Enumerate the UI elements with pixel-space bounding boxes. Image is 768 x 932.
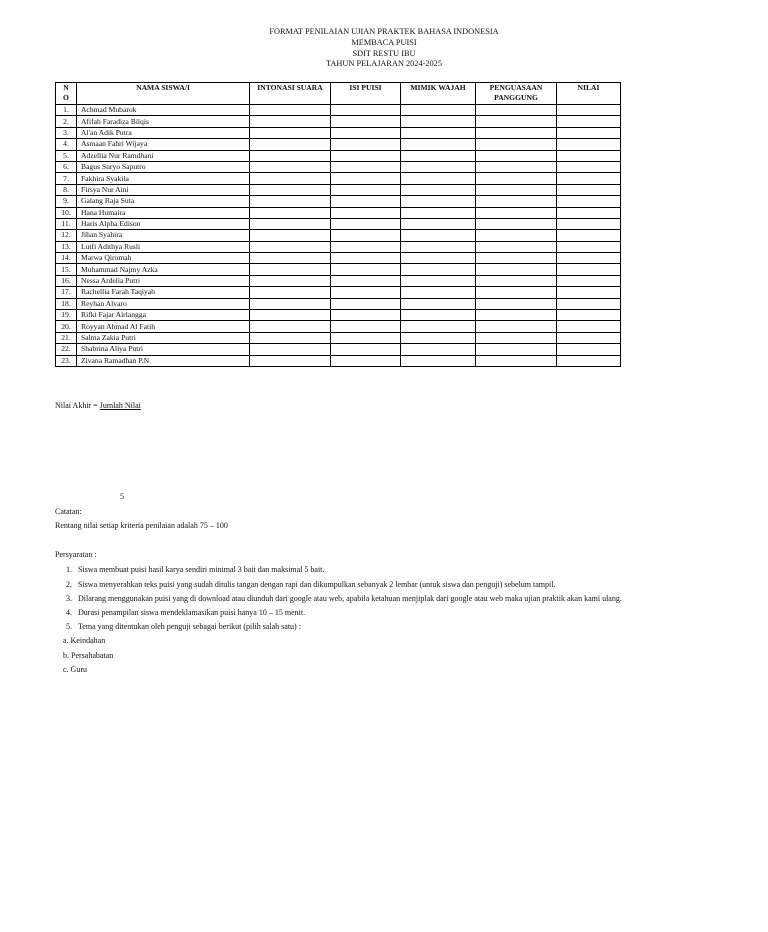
student-name: Haris Alpha Edison <box>77 218 250 229</box>
theme-option: c. Guru <box>63 665 87 674</box>
nilai-cell[interactable] <box>557 355 621 366</box>
mimik-cell[interactable] <box>401 127 476 138</box>
mimik-cell[interactable] <box>401 287 476 298</box>
mimik-cell[interactable] <box>401 161 476 172</box>
row-number: 11. <box>56 218 77 229</box>
row-number: 8. <box>56 184 77 195</box>
intonasi-cell[interactable] <box>250 332 331 343</box>
table-row <box>56 105 621 116</box>
row-number: 17. <box>56 287 77 298</box>
penguasaan-cell[interactable] <box>476 253 557 264</box>
table-row <box>56 207 621 218</box>
intonasi-cell[interactable] <box>250 264 331 275</box>
student-name: Reyhan Alvaro <box>77 298 250 309</box>
header-nama: NAMA SISWA/I <box>77 83 250 105</box>
isi-puisi-cell[interactable] <box>331 196 401 207</box>
table-row <box>56 196 621 207</box>
row-number: 19. <box>56 310 77 321</box>
requirement-item <box>57 622 301 632</box>
table-header-row <box>56 83 621 105</box>
student-name: Muhammad Najmy Azka <box>77 264 250 275</box>
intonasi-cell[interactable] <box>250 196 331 207</box>
penguasaan-cell[interactable] <box>476 139 557 150</box>
table-row <box>56 116 621 127</box>
student-name: Adzellia Nur Ramdhani <box>77 150 250 161</box>
requirement-item <box>57 565 324 575</box>
table-row <box>56 230 621 241</box>
row-number: 15. <box>56 264 77 275</box>
isi-puisi-cell[interactable] <box>331 230 401 241</box>
row-number: 23. <box>56 355 77 366</box>
requirement-number: 4. <box>66 608 72 617</box>
intonasi-cell[interactable] <box>250 310 331 321</box>
penguasaan-cell[interactable] <box>476 321 557 332</box>
student-name: Lutfi Adithya Rusli <box>77 241 250 252</box>
intonasi-cell[interactable] <box>250 218 331 229</box>
student-name: Achmad Mubarok <box>77 105 250 116</box>
table-row <box>56 139 621 150</box>
table-row <box>56 253 621 264</box>
table-row <box>56 161 621 172</box>
mimik-cell[interactable] <box>401 321 476 332</box>
isi-puisi-cell[interactable] <box>331 298 401 309</box>
penguasaan-cell[interactable] <box>476 287 557 298</box>
isi-puisi-cell[interactable] <box>331 344 401 355</box>
intonasi-cell[interactable] <box>250 287 331 298</box>
mimik-cell[interactable] <box>401 116 476 127</box>
theme-option: a. Keindahan <box>63 636 106 645</box>
nilai-cell[interactable] <box>557 264 621 275</box>
intonasi-cell[interactable] <box>250 321 331 332</box>
mimik-cell[interactable] <box>401 218 476 229</box>
isi-puisi-cell[interactable] <box>331 127 401 138</box>
nilai-cell[interactable] <box>557 298 621 309</box>
nilai-cell[interactable] <box>557 332 621 343</box>
requirement-number: 1. <box>66 565 72 574</box>
isi-puisi-cell[interactable] <box>331 321 401 332</box>
student-name: Fakhira Syakila <box>77 173 250 184</box>
row-number: 13. <box>56 241 77 252</box>
student-name: Jihan Syahira <box>77 230 250 241</box>
student-name: Bagus Suryo Saputro <box>77 161 250 172</box>
table-row <box>56 298 621 309</box>
mimik-cell[interactable] <box>401 105 476 116</box>
student-name: Zivana Ramadhan P.N. <box>77 355 250 366</box>
student-name: Rachellia Farah Taqiyah <box>77 287 250 298</box>
isi-puisi-cell[interactable] <box>331 150 401 161</box>
nilai-cell[interactable] <box>557 150 621 161</box>
mimik-cell[interactable] <box>401 253 476 264</box>
header-no: N O <box>56 83 77 105</box>
requirement-text: Dilarang menggunakan puisi yang di download atau diunduh dari google atau web, apabila ketahuan menjiplak dari google atau web maka ujian praktik akan kami ulang. <box>78 594 622 603</box>
row-number: 9. <box>56 196 77 207</box>
row-number: 21. <box>56 332 77 343</box>
row-number: 18. <box>56 298 77 309</box>
penguasaan-cell[interactable] <box>476 207 557 218</box>
penguasaan-cell[interactable] <box>476 218 557 229</box>
requirement-number: 5. <box>66 622 72 631</box>
student-name: Hana Humaira <box>77 207 250 218</box>
intonasi-cell[interactable] <box>250 230 331 241</box>
isi-puisi-cell[interactable] <box>331 241 401 252</box>
intonasi-cell[interactable] <box>250 241 331 252</box>
student-name: Rifki Fajar Airlangga <box>77 310 250 321</box>
table-row <box>56 218 621 229</box>
intonasi-cell[interactable] <box>250 161 331 172</box>
intonasi-cell[interactable] <box>250 253 331 264</box>
row-number: 1. <box>56 105 77 116</box>
intonasi-cell[interactable] <box>250 127 331 138</box>
row-number: 7. <box>56 173 77 184</box>
nilai-cell[interactable] <box>557 196 621 207</box>
penguasaan-cell[interactable] <box>476 310 557 321</box>
penguasaan-cell[interactable] <box>476 298 557 309</box>
student-name: Afifah Faradiza Bilqis <box>77 116 250 127</box>
intonasi-cell[interactable] <box>250 355 331 366</box>
student-name: Asmaan Fahri Wijaya <box>77 139 250 150</box>
header-mimik: MIMIK WAJAH <box>401 83 476 105</box>
mimik-cell[interactable] <box>401 344 476 355</box>
header-penguasaan: PENGUASAAN PANGGUNG <box>476 83 557 105</box>
mimik-cell[interactable] <box>401 184 476 195</box>
student-name: Shabrina Aliya Putri <box>77 344 250 355</box>
penguasaan-cell[interactable] <box>476 344 557 355</box>
penguasaan-cell[interactable] <box>476 332 557 343</box>
nilai-cell[interactable] <box>557 161 621 172</box>
mimik-cell[interactable] <box>401 150 476 161</box>
student-name: Nessa Ardelia Putri <box>77 275 250 286</box>
isi-puisi-cell[interactable] <box>331 105 401 116</box>
isi-puisi-cell[interactable] <box>331 139 401 150</box>
formula-numerator: Jumlah Nilai <box>99 401 141 410</box>
row-number: 2. <box>56 116 77 127</box>
mimik-cell[interactable] <box>401 332 476 343</box>
row-number: 16. <box>56 275 77 286</box>
formula-denominator: 5 <box>120 492 124 501</box>
intonasi-cell[interactable] <box>250 275 331 286</box>
nilai-cell[interactable] <box>557 321 621 332</box>
penguasaan-cell[interactable] <box>476 184 557 195</box>
penguasaan-cell[interactable] <box>476 161 557 172</box>
requirement-text: Tema yang ditentukan oleh penguji sebagai berikut (pilih salah satu) : <box>78 622 301 631</box>
nilai-cell[interactable] <box>557 116 621 127</box>
table-row <box>56 173 621 184</box>
row-number: 3. <box>56 127 77 138</box>
table-row <box>56 287 621 298</box>
header-nilai: NILAI <box>557 83 621 105</box>
penguasaan-cell[interactable] <box>476 150 557 161</box>
final-score-formula <box>55 401 141 411</box>
requirement-number: 3. <box>66 594 72 603</box>
intonasi-cell[interactable] <box>250 116 331 127</box>
table-row <box>56 332 621 343</box>
table-row <box>56 321 621 332</box>
nilai-cell[interactable] <box>557 184 621 195</box>
student-name: Firsya Nur Aini <box>77 184 250 195</box>
student-name: Marwa Qiromah <box>77 253 250 264</box>
row-number: 12. <box>56 230 77 241</box>
nilai-cell[interactable] <box>557 139 621 150</box>
isi-puisi-cell[interactable] <box>331 184 401 195</box>
isi-puisi-cell[interactable] <box>331 310 401 321</box>
row-number: 20. <box>56 321 77 332</box>
intonasi-cell[interactable] <box>250 207 331 218</box>
row-number: 22. <box>56 344 77 355</box>
school-name: SDIT RESTU IBU <box>352 49 416 58</box>
isi-puisi-cell[interactable] <box>331 264 401 275</box>
header-intonasi: INTONASI SUARA <box>250 83 331 105</box>
isi-puisi-cell[interactable] <box>331 355 401 366</box>
catatan-label: Catatan: <box>55 507 82 516</box>
mimik-cell[interactable] <box>401 298 476 309</box>
requirement-item <box>57 608 305 618</box>
penguasaan-cell[interactable] <box>476 355 557 366</box>
table-row <box>56 127 621 138</box>
mimik-cell[interactable] <box>401 173 476 184</box>
isi-puisi-cell[interactable] <box>331 207 401 218</box>
penguasaan-cell[interactable] <box>476 116 557 127</box>
header-isi-puisi: ISI PUISI <box>331 83 401 105</box>
mimik-cell[interactable] <box>401 264 476 275</box>
penguasaan-cell[interactable] <box>476 275 557 286</box>
intonasi-cell[interactable] <box>250 173 331 184</box>
nilai-cell[interactable] <box>557 105 621 116</box>
row-number: 5. <box>56 150 77 161</box>
isi-puisi-cell[interactable] <box>331 161 401 172</box>
row-number: 4. <box>56 139 77 150</box>
nilai-cell[interactable] <box>557 173 621 184</box>
mimik-cell[interactable] <box>401 230 476 241</box>
formula-label: Nilai Akhir = <box>55 401 100 410</box>
requirements-label: Persyaratan : <box>55 550 97 559</box>
student-name: Royyan Ahmad Al Fatih <box>77 321 250 332</box>
theme-option: b. Persahabatan <box>63 651 114 660</box>
requirement-text: Durasi penampilan siswa mendeklamasikan puisi hanya 10 – 15 menit. <box>78 608 306 617</box>
document-title: FORMAT PENILAIAN UJIAN PRAKTEK BAHASA INDONESIA <box>269 27 499 36</box>
mimik-cell[interactable] <box>401 310 476 321</box>
penguasaan-cell[interactable] <box>476 173 557 184</box>
row-number: 6. <box>56 161 77 172</box>
nilai-cell[interactable] <box>557 230 621 241</box>
isi-puisi-cell[interactable] <box>331 218 401 229</box>
nilai-cell[interactable] <box>557 241 621 252</box>
intonasi-cell[interactable] <box>250 298 331 309</box>
student-name: Galang Raja Suta <box>77 196 250 207</box>
isi-puisi-cell[interactable] <box>331 275 401 286</box>
penguasaan-cell[interactable] <box>476 127 557 138</box>
nilai-cell[interactable] <box>557 287 621 298</box>
intonasi-cell[interactable] <box>250 184 331 195</box>
mimik-cell[interactable] <box>401 241 476 252</box>
requirement-number: 2. <box>66 580 72 589</box>
mimik-cell[interactable] <box>401 139 476 150</box>
mimik-cell[interactable] <box>401 355 476 366</box>
assessment-table <box>55 82 621 367</box>
nilai-cell[interactable] <box>557 207 621 218</box>
table-row <box>56 275 621 286</box>
student-name: Al'an Adik Putra <box>77 127 250 138</box>
table-row <box>56 150 621 161</box>
table-row <box>56 241 621 252</box>
nilai-cell[interactable] <box>557 218 621 229</box>
penguasaan-cell[interactable] <box>476 196 557 207</box>
student-name: Salma Zakia Putri <box>77 332 250 343</box>
nilai-cell[interactable] <box>557 127 621 138</box>
penguasaan-cell[interactable] <box>476 264 557 275</box>
requirement-text: Siswa menyerahkan teks puisi yang sudah ditulis tangan dengan rapi dan dikumpulkan sebanyak 2 lembar (untuk siswa dan penguji) sebelum tampil. <box>78 580 556 589</box>
table-row <box>56 344 621 355</box>
mimik-cell[interactable] <box>401 275 476 286</box>
table-row <box>56 310 621 321</box>
score-range-note: Rentang nilai setiap kriteria penilaian adalah 75 – 100 <box>55 521 228 530</box>
isi-puisi-cell[interactable] <box>331 287 401 298</box>
nilai-cell[interactable] <box>557 344 621 355</box>
penguasaan-cell[interactable] <box>476 241 557 252</box>
isi-puisi-cell[interactable] <box>331 116 401 127</box>
academic-year: TAHUN PELAJARAN 2024-2025 <box>326 59 442 68</box>
row-number: 10. <box>56 207 77 218</box>
nilai-cell[interactable] <box>557 310 621 321</box>
requirement-text: Siswa membuat puisi hasil karya sendiri minimal 3 bait dan maksimal 5 bait. <box>78 565 325 574</box>
isi-puisi-cell[interactable] <box>331 173 401 184</box>
isi-puisi-cell[interactable] <box>331 332 401 343</box>
mimik-cell[interactable] <box>401 196 476 207</box>
penguasaan-cell[interactable] <box>476 105 557 116</box>
intonasi-cell[interactable] <box>250 139 331 150</box>
intonasi-cell[interactable] <box>250 150 331 161</box>
nilai-cell[interactable] <box>557 275 621 286</box>
table-row <box>56 184 621 195</box>
requirement-item <box>57 580 555 590</box>
mimik-cell[interactable] <box>401 207 476 218</box>
nilai-cell[interactable] <box>557 253 621 264</box>
isi-puisi-cell[interactable] <box>331 253 401 264</box>
row-number: 14. <box>56 253 77 264</box>
document-subtitle: MEMBACA PUISI <box>351 38 417 47</box>
table-row <box>56 355 621 366</box>
intonasi-cell[interactable] <box>250 344 331 355</box>
requirement-item <box>57 594 622 604</box>
intonasi-cell[interactable] <box>250 105 331 116</box>
penguasaan-cell[interactable] <box>476 230 557 241</box>
table-row <box>56 264 621 275</box>
